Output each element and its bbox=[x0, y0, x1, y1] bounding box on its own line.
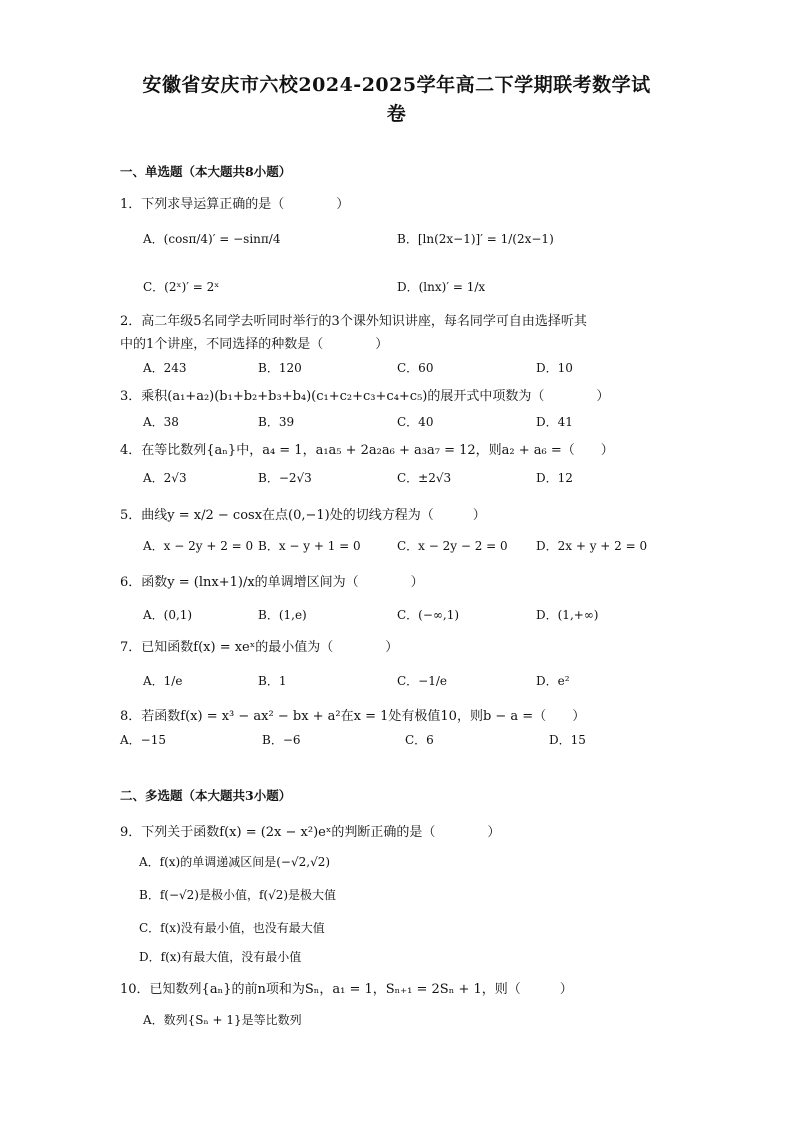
option-a: A．数列{Sₙ + 1}是等比数列 bbox=[143, 1013, 302, 1027]
option-c: C．40 bbox=[397, 415, 434, 429]
option-b: B．120 bbox=[258, 361, 302, 375]
option-c: C．60 bbox=[397, 361, 434, 375]
option-b: B．39 bbox=[258, 415, 295, 429]
question-stem: 3．乘积(a₁+a₂)(b₁+b₂+b₃+b₄)(c₁+c₂+c₃+c₄+c₅)的展开式中项数为（ ） bbox=[120, 389, 610, 404]
option-d: D．(lnx)′ = 1/x bbox=[397, 280, 486, 294]
option-a: A．(cosπ/4)′ = −sinπ/4 bbox=[143, 232, 281, 246]
option-c: C．f(x)没有最小值，也没有最大值 bbox=[139, 921, 325, 935]
option-b: B．(1,e) bbox=[258, 608, 307, 622]
option-b: B．1 bbox=[258, 674, 287, 688]
option-b: B．−2√3 bbox=[258, 471, 312, 485]
question-stem: 8．若函数f(x) = x³ − ax² − bx + a²在x = 1处有极值10，则b − a =（ ） bbox=[120, 709, 586, 724]
option-c: C．(−∞,1) bbox=[397, 608, 460, 622]
question-stem: 1．下列求导运算正确的是（ ） bbox=[120, 197, 350, 212]
section-heading-single-choice: 一、单选题（本大题共8小题） bbox=[120, 164, 292, 179]
option-d: D．10 bbox=[536, 361, 573, 375]
question-stem: 10．已知数列{aₙ}的前n项和为Sₙ，a₁ = 1，Sₙ₊₁ = 2Sₙ + 1，则（ ） bbox=[120, 982, 573, 997]
title-line-2: 卷 bbox=[386, 103, 407, 125]
question-stem-line-2: 中的1个讲座，不同选择的种数是（ ） bbox=[120, 337, 389, 352]
option-a: A．2√3 bbox=[143, 471, 187, 485]
question-stem: 5．曲线y = x/2 − cosx在点(0,−1)处的切线方程为（ ） bbox=[120, 508, 486, 523]
option-a: A．x − 2y + 2 = 0 bbox=[143, 539, 254, 553]
option-c: C．6 bbox=[405, 733, 434, 747]
question-stem: 6．函数y = (lnx+1)/x的单调增区间为（ ） bbox=[120, 575, 424, 590]
question-stem: 9．下列关于函数f(x) = (2x − x²)eˣ的判断正确的是（ ） bbox=[120, 825, 501, 840]
title-line-1: 安徽省安庆市六校2024-2025学年高二下学期联考数学试 bbox=[142, 74, 651, 96]
option-a: A．1/e bbox=[143, 674, 183, 688]
option-d: D．15 bbox=[549, 733, 586, 747]
option-d: D．2x + y + 2 = 0 bbox=[536, 539, 648, 553]
option-d: D．f(x)有最大值，没有最小值 bbox=[139, 950, 302, 964]
option-c: C．−1/e bbox=[397, 674, 448, 688]
question-stem-line-1: 2．高二年级5名同学去听同时举行的3个课外知识讲座，每名同学可自由选择听其 bbox=[120, 314, 587, 329]
option-d: D．e² bbox=[536, 674, 570, 688]
question-stem: 4．在等比数列{aₙ}中，a₄ = 1，a₁a₅ + 2a₂a₆ + a₃a₇ = 12，则a₂ + a₆ =（ ） bbox=[120, 443, 614, 458]
option-c: C．x − 2y − 2 = 0 bbox=[397, 539, 508, 553]
option-a: A．−15 bbox=[120, 733, 166, 747]
section-heading-multiple-choice: 二、多选题（本大题共3小题） bbox=[120, 788, 292, 803]
option-d: D．12 bbox=[536, 471, 573, 485]
option-d: D．41 bbox=[536, 415, 573, 429]
option-b: B．x − y + 1 = 0 bbox=[258, 539, 361, 553]
option-b: B．[ln(2x−1)]′ = 1/(2x−1) bbox=[397, 232, 554, 246]
option-b: B．f(−√2)是极小值，f(√2)是极大值 bbox=[139, 888, 337, 902]
option-a: A．(0,1) bbox=[143, 608, 193, 622]
option-b: B．−6 bbox=[262, 733, 301, 747]
option-c: C．(2ˣ)′ = 2ˣ bbox=[143, 280, 220, 294]
option-a: A．38 bbox=[143, 415, 179, 429]
option-a: A．f(x)的单调递减区间是(−√2,√2) bbox=[139, 855, 331, 869]
option-c: C．±2√3 bbox=[397, 471, 452, 485]
option-a: A．243 bbox=[143, 361, 187, 375]
question-stem: 7．已知函数f(x) = xeˣ的最小值为（ ） bbox=[120, 640, 399, 655]
option-d: D．(1,+∞) bbox=[536, 608, 599, 622]
